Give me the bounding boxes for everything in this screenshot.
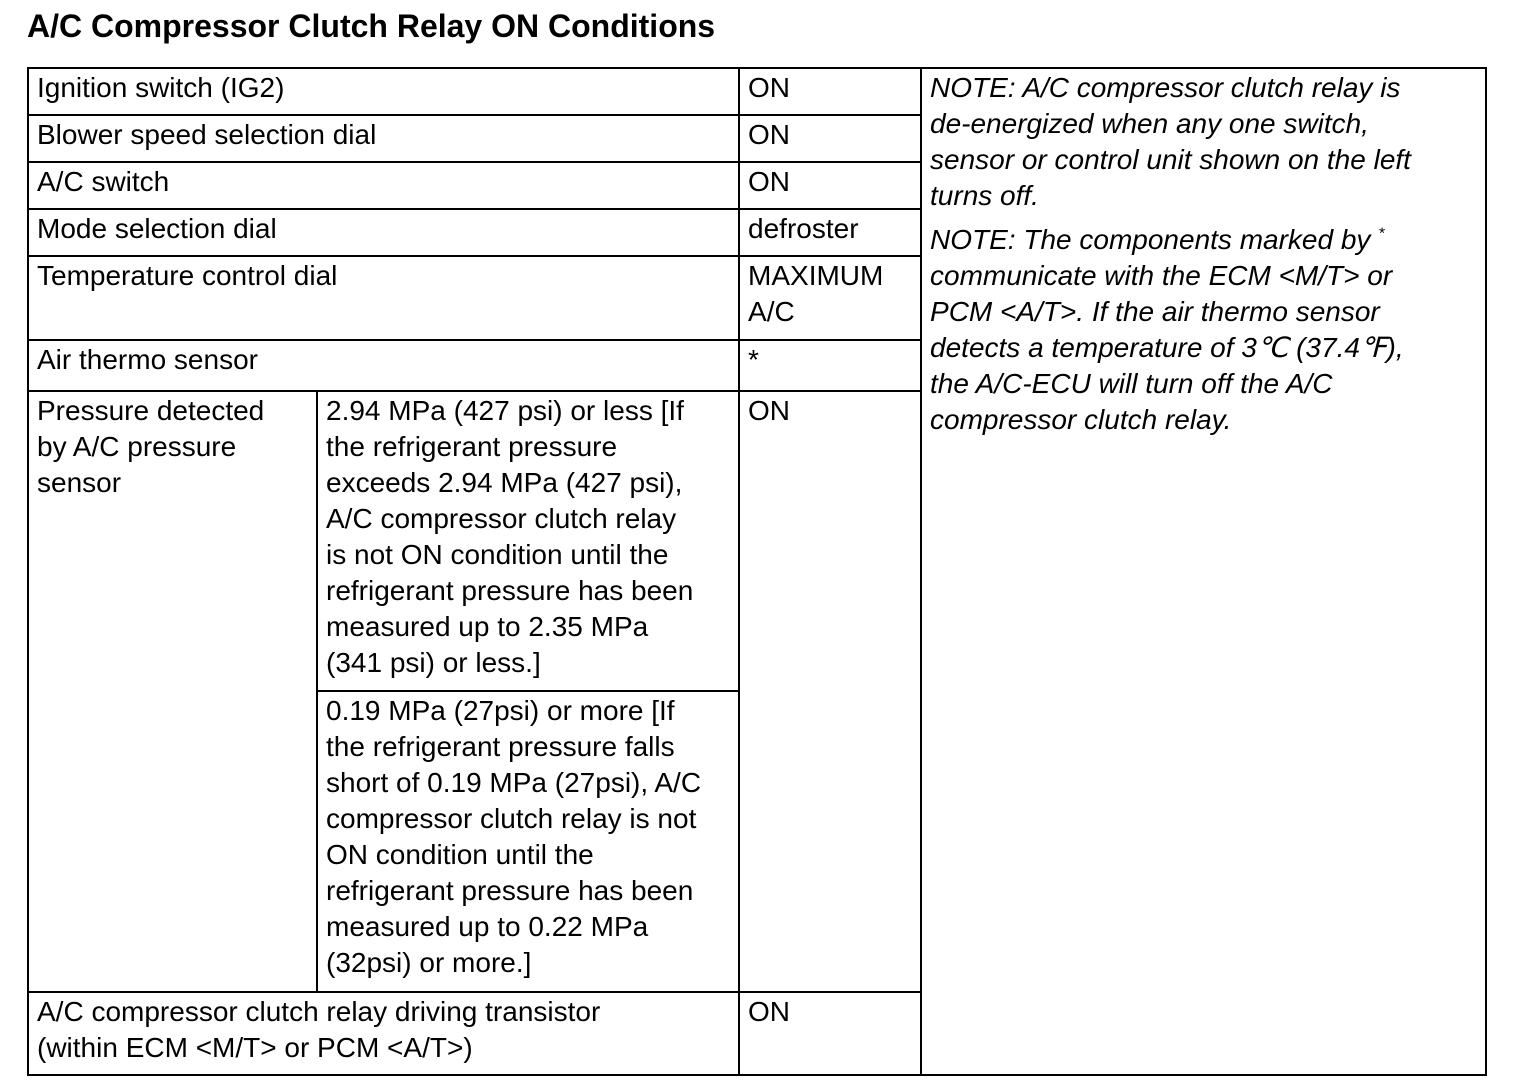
note-text-start: NOTE: The components marked by xyxy=(930,224,1379,255)
pressure-low-condition: 0.19 MPa (27psi) or more [If the refrigerant pressure falls short of 0.19 MPa (27psi), A/C compressor clutch relay is not ON condition until the refrigerant pressure has been measured up to 0.22 MPa (32psi) or more.] xyxy=(326,695,702,978)
condition-cell xyxy=(28,340,739,391)
note-text-rest: communicate with the ECM <M/T> or PCM <A/T>. If the air thermo sensor detects a temperature of 3℃ (37.4℉), the A/C-ECU will turn off the A/C compressor clutch relay. xyxy=(930,260,1404,435)
pressure-high-condition: 2.94 MPa (427 psi) or less [If the refrigerant pressure exceeds 2.94 MPa (427 psi), A/C compressor clutch relay is not ON condition until the refrigerant pressure has been measured up to 2.35 MPa (341 psi) or less.] xyxy=(326,395,694,678)
condition-label: Blower speed selection dial xyxy=(37,119,377,150)
state-value: ON xyxy=(748,166,791,197)
state-value: * xyxy=(748,344,759,375)
condition-label: Air thermo sensor xyxy=(37,344,258,375)
state-cell xyxy=(739,209,921,256)
table-row xyxy=(28,68,1486,115)
conditions-table xyxy=(27,67,1487,1076)
state-value: ON xyxy=(748,119,791,150)
pressure-low-cell xyxy=(317,691,739,992)
state-cell xyxy=(739,391,921,992)
pressure-high-cell xyxy=(317,391,739,691)
note-marked-components xyxy=(930,222,1478,438)
state-cell xyxy=(739,162,921,209)
state-value: ON xyxy=(748,996,791,1027)
condition-cell xyxy=(28,209,739,256)
condition-label: Temperature control dial xyxy=(37,260,338,291)
condition-cell xyxy=(28,115,739,162)
state-value: defroster xyxy=(748,213,859,244)
state-value: ON xyxy=(748,72,791,103)
pressure-label-cell xyxy=(28,391,317,992)
state-value: ON xyxy=(748,395,791,426)
state-cell xyxy=(739,256,921,340)
state-value: MAXIMUM A/C xyxy=(748,260,884,327)
state-cell xyxy=(739,68,921,115)
state-cell xyxy=(739,992,921,1075)
asterisk-mark: * xyxy=(1378,225,1385,243)
condition-label: A/C switch xyxy=(37,166,170,197)
condition-cell xyxy=(28,992,739,1075)
condition-label: Ignition switch (IG2) xyxy=(37,72,285,103)
page-title: A/C Compressor Clutch Relay ON Conditions xyxy=(27,8,716,44)
condition-label: Mode selection dial xyxy=(37,213,277,244)
condition-cell xyxy=(28,68,739,115)
condition-cell xyxy=(28,162,739,209)
state-cell xyxy=(739,115,921,162)
pressure-label: Pressure detected by A/C pressure sensor xyxy=(37,395,265,498)
note-de-energized: NOTE: A/C compressor clutch relay is de-energized when any one switch, sensor or control unit shown on the left turns off. xyxy=(930,72,1411,211)
condition-cell xyxy=(28,256,739,340)
notes-cell xyxy=(921,68,1486,1075)
condition-label: A/C compressor clutch relay driving transistor (within ECM <M/T> or PCM <A/T>) xyxy=(37,996,601,1063)
state-cell xyxy=(739,340,921,391)
